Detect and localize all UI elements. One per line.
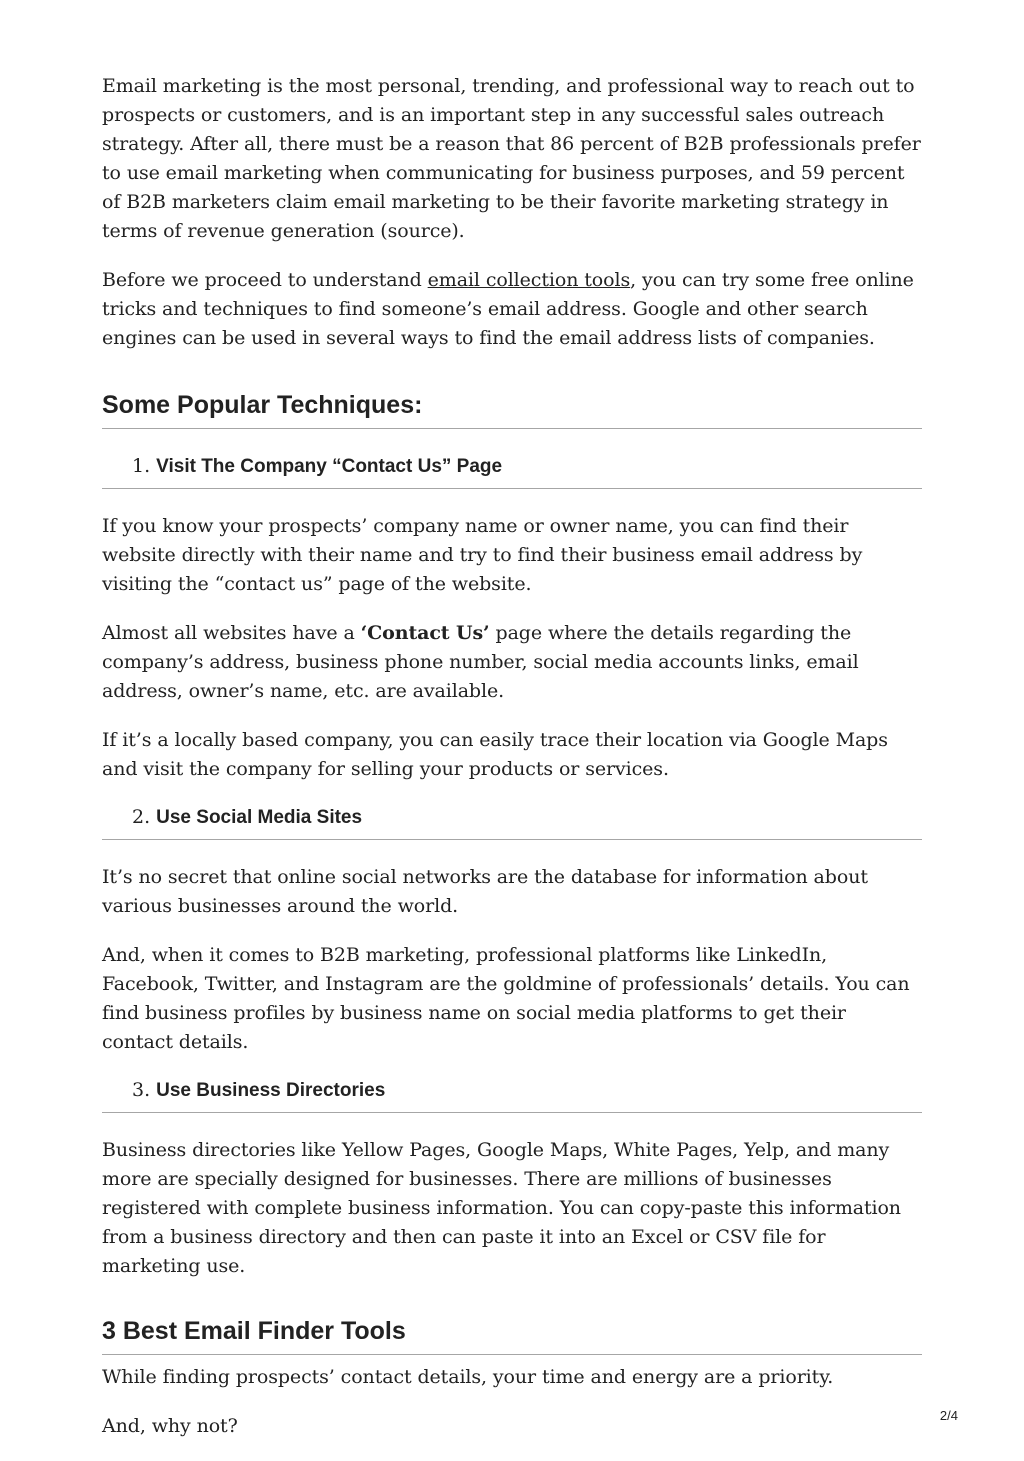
technique-heading-social-media <box>102 806 922 840</box>
document-page <box>102 72 922 1461</box>
intro-paragraph-2-text-end: , you can try some free online tricks and techniques to find someone’s email address. Google and other search engines can be used in several ways to find the email address lists of companies. <box>102 269 914 349</box>
technique-2-paragraph-1: It’s no secret that online social networks are the database for information about various businesses around the world. <box>102 866 868 917</box>
technique-title: Use Business Directories <box>156 1080 386 1101</box>
list-number: 3. <box>132 1079 151 1101</box>
intro-paragraph-2-text-start: Before we proceed to understand <box>102 269 428 291</box>
technique-title: Use Social Media Sites <box>156 807 363 828</box>
technique-title: Visit The Company “Contact Us” Page <box>156 456 503 477</box>
technique-1-paragraph-1: If you know your prospects’ company name or owner name, you can find their website directly with their name and try to find their business email address by visiting the “contact us” page of the website. <box>102 515 863 595</box>
technique-3-paragraph-1: Business directories like Yellow Pages, Google Maps, White Pages, Yelp, and many more are specially designed for businesses. There are millions of businesses registered with complete business information. You can copy-paste this information from a business directory and then can paste it into an Excel or CSV file for marketing use. <box>102 1139 901 1277</box>
section-heading-techniques: Some Popular Techniques: <box>102 391 922 429</box>
technique-heading-contact-us <box>102 455 922 489</box>
page-number: 2/4 <box>939 1408 958 1423</box>
contact-us-emphasis: ‘Contact Us’ <box>360 622 490 644</box>
intro-paragraph-2 <box>102 266 922 353</box>
email-collection-tools-link[interactable]: email collection tools <box>427 269 631 291</box>
intro-paragraph-1: Email marketing is the most personal, trending, and professional way to reach out to prospects or customers, and is an important step in any successful sales outreach strategy. After all, there must be a reason that 86 percent of B2B professionals prefer to use email marketing when communicating for business purposes, and 59 percent of B2B marketers claim email marketing to be their favorite marketing strategy in terms of revenue generation (source). <box>102 75 921 242</box>
technique-1-paragraph-2-text-end: page where the details regarding the company’s address, business phone number, social media accounts links, email address, owner’s name, etc. are available. <box>102 622 859 702</box>
technique-1-paragraph-2 <box>102 619 922 706</box>
technique-1-paragraph-3: If it’s a locally based company, you can easily trace their location via Google Maps and visit the company for selling your products or services. <box>102 729 888 780</box>
technique-2-paragraph-2: And, when it comes to B2B marketing, professional platforms like LinkedIn, Facebook, Twitter, and Instagram are the goldmine of professionals’ details. You can find business profiles by business name on social media platforms to get their contact details. <box>102 944 910 1053</box>
section-2-paragraph-2: And, why not? <box>102 1415 238 1437</box>
technique-heading-business-directories <box>102 1079 922 1113</box>
section-heading-email-finder-tools: 3 Best Email Finder Tools <box>102 1317 922 1355</box>
list-number: 2. <box>132 806 151 828</box>
technique-1-paragraph-2-text-start: Almost all websites have a <box>102 622 361 644</box>
section-2-paragraph-1: While finding prospects’ contact details, your time and energy are a priority. <box>102 1366 834 1388</box>
list-number: 1. <box>132 455 151 477</box>
